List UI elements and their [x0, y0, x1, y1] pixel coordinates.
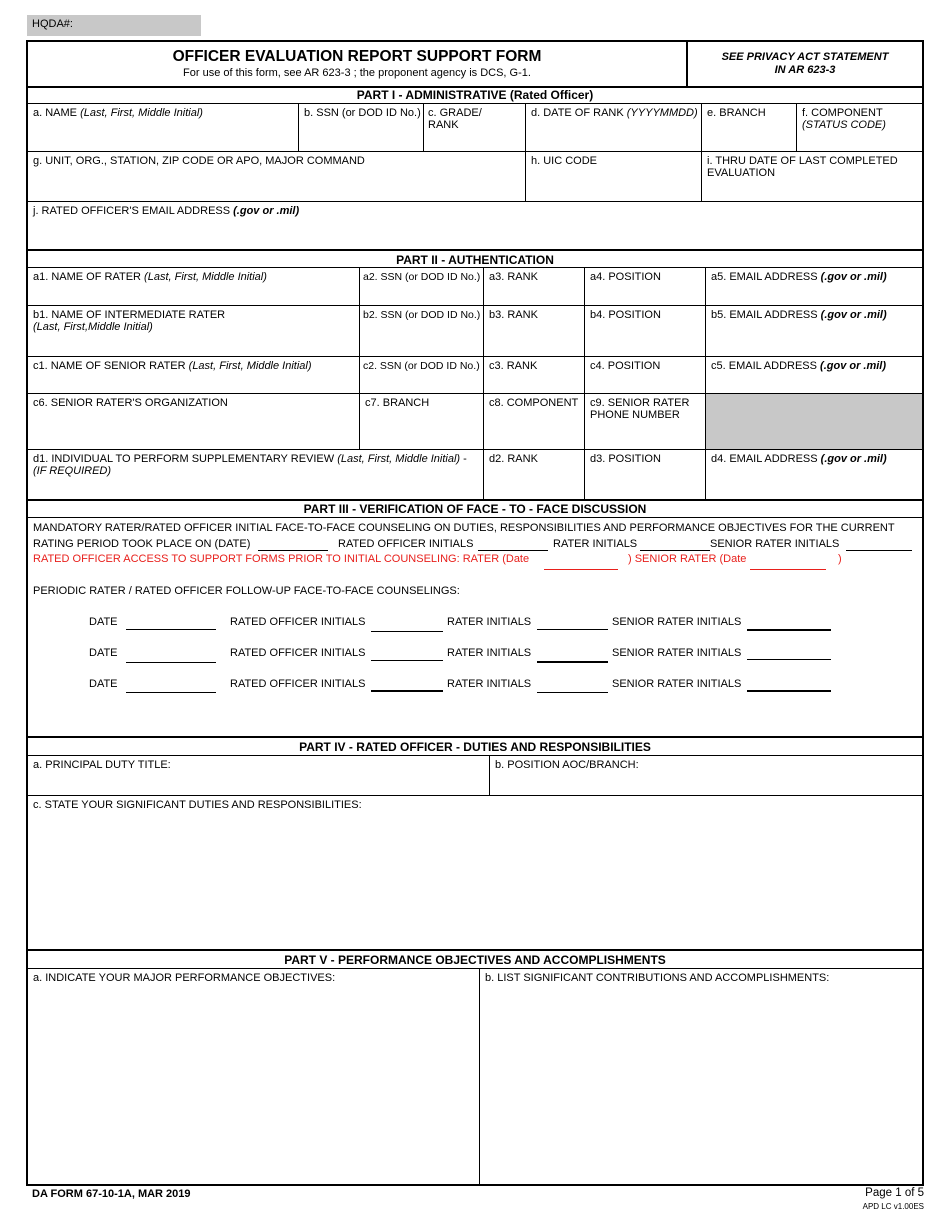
page-number: Page 1 of 5	[865, 1187, 924, 1199]
followup-date-label: DATE	[89, 647, 118, 659]
supplementary-reviewer-rank-field[interactable]	[484, 450, 585, 500]
duties-responsibilities-label: c. STATE YOUR SIGNIFICANT DUTIES AND RESPONSIBILITIES:	[33, 799, 362, 811]
rater-email-field[interactable]	[706, 268, 922, 306]
privacy-notice	[688, 42, 922, 88]
followup-date-label: DATE	[89, 616, 118, 628]
rated-officer-name-label: a. NAME	[33, 107, 78, 119]
rater-rank-field[interactable]	[484, 268, 585, 306]
duties-responsibilities-field[interactable]	[28, 796, 922, 950]
initial-sr-initials-label: SENIOR RATER INITIALS	[710, 538, 840, 550]
followup-ro-initials-input[interactable]	[371, 660, 443, 661]
followup-sr-initials-input[interactable]	[747, 629, 831, 631]
component-hint: (STATUS CODE)	[802, 119, 886, 131]
senior-rater-position-label: c4. POSITION	[590, 360, 661, 372]
unit-org-label: g. UNIT, ORG., STATION, ZIP CODE OR APO, MAJOR COMMAND	[33, 155, 365, 167]
access-rater-label: RATED OFFICER ACCESS TO SUPPORT FORMS PRIOR TO INITIAL COUNSELING: RATER (Date	[33, 553, 530, 565]
followup-rater-initials-input[interactable]	[537, 629, 608, 630]
initial-ro-initials-input[interactable]	[478, 550, 548, 551]
followup-rater-initials-input[interactable]	[537, 692, 608, 693]
performance-objectives-field[interactable]	[28, 969, 480, 1184]
date-of-rank-label: d. DATE OF RANK	[531, 107, 624, 119]
branch-label: e. BRANCH	[707, 107, 766, 119]
intermediate-rater-email-label: b5. EMAIL ADDRESS	[711, 309, 818, 321]
senior-rater-name-hint: (Last, First, Middle Initial)	[188, 360, 312, 372]
supplementary-reviewer-rank-label: d2. RANK	[489, 453, 538, 465]
senior-rater-component-field[interactable]	[484, 394, 585, 450]
unit-org-field[interactable]	[28, 152, 526, 202]
initial-rater-initials-input[interactable]	[640, 550, 710, 551]
followup-sr-initials-label: SENIOR RATER INITIALS	[612, 616, 742, 628]
rater-position-field[interactable]	[585, 268, 706, 306]
intermediate-rater-rank-label: b3. RANK	[489, 309, 538, 321]
followup-sr-initials-label: SENIOR RATER INITIALS	[612, 647, 742, 659]
uic-code-label: h. UIC CODE	[531, 155, 598, 167]
thru-date-field[interactable]	[702, 152, 922, 202]
uic-code-field[interactable]	[526, 152, 702, 202]
intermediate-rater-position-field[interactable]	[585, 306, 706, 357]
senior-rater-ssn-label: c2. SSN (or DOD ID No.)	[363, 360, 480, 372]
supplementary-reviewer-dash: -	[463, 453, 467, 465]
senior-rater-name-field[interactable]	[28, 357, 360, 394]
thru-date-label: i. THRU DATE OF LAST COMPLETED EVALUATION	[707, 155, 898, 179]
senior-rater-rank-label: c3. RANK	[489, 360, 538, 372]
access-sr-label: ) SENIOR RATER (Date	[628, 553, 747, 565]
form-title-block	[28, 42, 688, 88]
initial-counseling-date-label: RATING PERIOD TOOK PLACE ON (DATE)	[33, 538, 251, 550]
senior-rater-phone-field[interactable]	[585, 394, 706, 450]
senior-rater-branch-field[interactable]	[360, 394, 484, 450]
periodic-counseling-label: PERIODIC RATER / RATED OFFICER FOLLOW-UP FACE-TO-FACE COUNSELINGS:	[33, 585, 460, 597]
access-close-paren: )	[838, 553, 842, 565]
initial-rater-initials-label: RATER INITIALS	[553, 538, 638, 550]
rated-officer-ssn-label: b. SSN (or DOD ID No.)	[304, 107, 421, 119]
rated-officer-email-field[interactable]	[28, 202, 922, 250]
intermediate-rater-name-label: b1. NAME OF INTERMEDIATE RATER	[33, 309, 226, 321]
branch-field[interactable]	[702, 104, 797, 152]
rater-email-label: a5. EMAIL ADDRESS	[711, 271, 818, 283]
supplementary-reviewer-position-label: d3. POSITION	[590, 453, 661, 465]
followup-date-label: DATE	[89, 678, 118, 690]
supplementary-reviewer-label: d1. INDIVIDUAL TO PERFORM SUPPLEMENTARY REVIEW	[33, 453, 335, 465]
component-label: f. COMPONENT	[802, 107, 883, 119]
access-sr-date-input[interactable]	[750, 569, 826, 570]
followup-date-input[interactable]	[126, 662, 216, 663]
senior-rater-position-field[interactable]	[585, 357, 706, 394]
initial-counseling-line-1: MANDATORY RATER/RATED OFFICER INITIAL FACE-TO-FACE COUNSELING ON DUTIES, RESPONSIBILITIES AND PERFORMANCE OBJECTIVES FOR THE CURRENT	[33, 522, 895, 534]
part5-heading: PART V - PERFORMANCE OBJECTIVES AND ACCOMPLISHMENTS	[28, 951, 922, 969]
rater-rank-label: a3. RANK	[489, 271, 538, 283]
date-of-rank-field[interactable]	[526, 104, 702, 152]
senior-rater-email-hint: (.gov or .mil)	[820, 360, 887, 372]
followup-ro-initials-label: RATED OFFICER INITIALS	[230, 678, 366, 690]
component-field[interactable]	[797, 104, 922, 152]
form-title: OFFICER EVALUATION REPORT SUPPORT FORM	[172, 48, 542, 65]
followup-date-input[interactable]	[126, 692, 216, 693]
senior-rater-name-label: c1. NAME OF SENIOR RATER	[33, 360, 186, 372]
principal-duty-title-label: a. PRINCIPAL DUTY TITLE:	[33, 759, 171, 771]
date-of-rank-hint: (YYYYMMDD)	[626, 107, 698, 119]
form-version: APD LC v1.00ES	[862, 1202, 924, 1211]
rater-name-label: a1. NAME OF RATER	[33, 271, 141, 283]
intermediate-rater-email-field[interactable]	[706, 306, 922, 357]
followup-sr-initials-input[interactable]	[747, 690, 831, 692]
intermediate-rater-email-hint: (.gov or .mil)	[820, 309, 887, 321]
followup-ro-initials-label: RATED OFFICER INITIALS	[230, 616, 366, 628]
intermediate-rater-ssn-field[interactable]	[360, 306, 484, 357]
supplementary-reviewer-email-label: d4. EMAIL ADDRESS	[711, 453, 818, 465]
shaded-block	[706, 394, 922, 450]
senior-rater-phone-label: c9. SENIOR RATER PHONE NUMBER	[590, 397, 690, 421]
supplementary-reviewer-email-field[interactable]	[706, 450, 922, 500]
grade-rank-label: c. GRADE/ RANK	[428, 107, 482, 131]
senior-rater-email-field[interactable]	[706, 357, 922, 394]
rater-name-hint: (Last, First, Middle Initial)	[144, 271, 267, 283]
rater-position-label: a4. POSITION	[590, 271, 661, 283]
part4-heading: PART IV - RATED OFFICER - DUTIES AND RESPONSIBILITIES	[28, 738, 922, 756]
rater-ssn-label: a2. SSN (or DOD ID No.)	[363, 271, 481, 283]
supplementary-reviewer-required: (IF REQUIRED)	[33, 465, 112, 477]
grade-rank-field[interactable]	[424, 104, 526, 152]
rated-officer-ssn-field[interactable]	[299, 104, 424, 152]
position-aoc-branch-field[interactable]	[490, 756, 922, 796]
supplementary-reviewer-field[interactable]	[28, 450, 484, 500]
initial-counseling-date-input[interactable]	[258, 550, 328, 551]
part2-heading: PART II - AUTHENTICATION	[28, 251, 922, 268]
hqda-label: HQDA#:	[32, 18, 73, 30]
rater-ssn-field[interactable]	[360, 268, 484, 306]
followup-date-input[interactable]	[126, 629, 216, 630]
contributions-accomplishments-field[interactable]	[480, 969, 922, 1184]
hqda-field[interactable]	[27, 15, 201, 36]
part1-heading: PART I - ADMINISTRATIVE (Rated Officer)	[28, 88, 922, 104]
followup-rater-initials-label: RATER INITIALS	[447, 647, 532, 659]
followup-rater-initials-label: RATER INITIALS	[447, 678, 532, 690]
rated-officer-email-hint: (.gov or .mil)	[233, 205, 300, 217]
followup-rater-initials-input[interactable]	[537, 661, 608, 663]
rater-name-field[interactable]	[28, 268, 360, 306]
performance-objectives-label: a. INDICATE YOUR MAJOR PERFORMANCE OBJECTIVES:	[33, 972, 336, 984]
supplementary-reviewer-email-hint: (.gov or .mil)	[820, 453, 887, 465]
privacy-line-1: SEE PRIVACY ACT STATEMENT	[721, 51, 889, 63]
senior-rater-rank-field[interactable]	[484, 357, 585, 394]
followup-ro-initials-label: RATED OFFICER INITIALS	[230, 647, 366, 659]
form-subtitle: For use of this form, see AR 623-3 ; the proponent agency is DCS, G-1.	[183, 67, 531, 79]
rated-officer-name-hint: (Last, First, Middle Initial)	[80, 107, 203, 119]
followup-rater-initials-label: RATER INITIALS	[447, 616, 532, 628]
access-rater-date-input[interactable]	[544, 569, 618, 570]
senior-rater-ssn-field[interactable]	[360, 357, 484, 394]
supplementary-reviewer-position-field[interactable]	[585, 450, 706, 500]
followup-ro-initials-input[interactable]	[371, 690, 443, 692]
senior-rater-component-label: c8. COMPONENT	[489, 397, 579, 409]
followup-ro-initials-input[interactable]	[371, 631, 443, 632]
rater-email-hint: (.gov or .mil)	[820, 271, 887, 283]
followup-sr-initials-label: SENIOR RATER INITIALS	[612, 678, 742, 690]
form-frame	[26, 40, 924, 1186]
initial-sr-initials-input[interactable]	[846, 550, 912, 551]
intermediate-rater-ssn-label: b2. SSN (or DOD ID No.)	[363, 309, 481, 321]
supplementary-reviewer-hint: (Last, First, Middle Initial)	[337, 453, 461, 465]
intermediate-rater-name-field[interactable]	[28, 306, 360, 357]
senior-rater-branch-label: c7. BRANCH	[365, 397, 430, 409]
form-id: DA FORM 67-10-1A, MAR 2019	[32, 1188, 191, 1200]
senior-rater-org-field[interactable]	[28, 394, 360, 450]
initial-ro-initials-label: RATED OFFICER INITIALS	[338, 538, 474, 550]
rated-officer-email-label: j. RATED OFFICER'S EMAIL ADDRESS	[33, 205, 231, 217]
intermediate-rater-rank-field[interactable]	[484, 306, 585, 357]
intermediate-rater-name-hint: (Last, First,Middle Initial)	[33, 321, 153, 333]
privacy-line-2: IN AR 623-3	[774, 64, 836, 76]
principal-duty-title-field[interactable]	[28, 756, 490, 796]
intermediate-rater-position-label: b4. POSITION	[590, 309, 661, 321]
position-aoc-branch-label: b. POSITION AOC/BRANCH:	[495, 759, 639, 771]
senior-rater-email-label: c5. EMAIL ADDRESS	[711, 360, 817, 372]
senior-rater-org-label: c6. SENIOR RATER'S ORGANIZATION	[33, 397, 228, 409]
followup-sr-initials-input[interactable]	[747, 659, 831, 660]
part3-heading: PART III - VERIFICATION OF FACE - TO - FACE DISCUSSION	[28, 501, 922, 518]
contributions-accomplishments-label: b. LIST SIGNIFICANT CONTRIBUTIONS AND ACCOMPLISHMENTS:	[485, 972, 830, 984]
rated-officer-name-field[interactable]	[28, 104, 299, 152]
